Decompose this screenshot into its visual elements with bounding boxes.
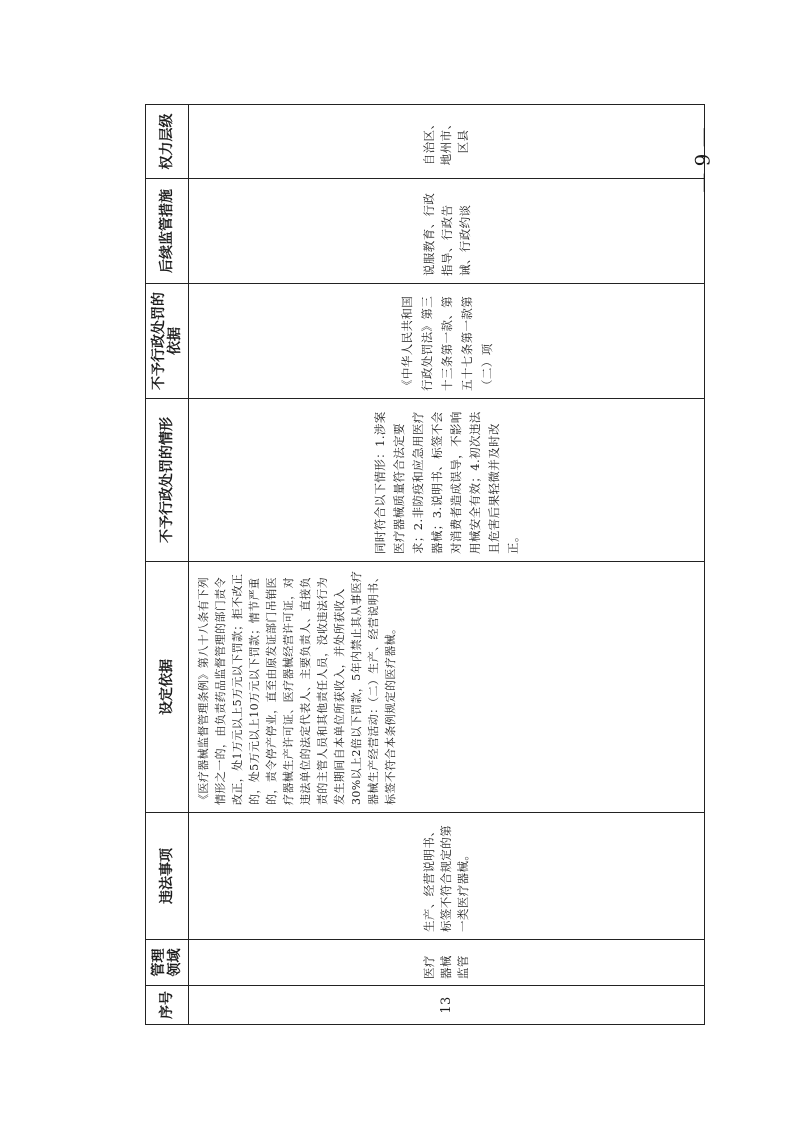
enforcement-table (145, 104, 705, 1025)
header-follow-up: 后续监管措施 (146, 179, 189, 284)
header-no-penalty-basis: 不予行政处罚的依据 (146, 284, 189, 399)
cell-basis: 《医疗器械监督管理条例》第八十八条有下列情形之一的，由负责药品监督管理的部门责令改正，处1万元以上5万元以下罚款；拒不改正的，处5万元以上10万元以下罚款；情节严重的，责令停产停业，直至由原发证部门吊销医疗器械生产许可证、医疗器械经营许可证，对违法单位的法定代表人、主要负责人、直接负责的主管人员和其他责任人员，没收违法行为发生期间自本单位所获收入，并处所获收入30%以上2倍以下罚款，5年内禁止其从事医疗器械生产经营活动：（二）生产、经营说明书、标签不符合本条例规定的医疗器械。 (189, 562, 705, 813)
header-seq: 序号 (146, 986, 189, 1025)
cell-no-penalty-basis: 《中华人民共和国行政处罚法》第三十三条第一款、第五十七条第一款第（二）项 (189, 284, 705, 399)
cell-domain: 医疗器械监管 (189, 940, 705, 986)
header-row (146, 105, 189, 1025)
page-number: — 9 — (690, 127, 715, 193)
header-violation: 违法事项 (146, 813, 189, 940)
cell-authority-level: 自治区、地州市、区县 (189, 105, 705, 179)
header-basis: 设定依据 (146, 562, 189, 813)
rotated-table-page (145, 105, 705, 1025)
cell-seq: 13 (189, 986, 705, 1025)
cell-follow-up: 说服教育、行政指导、行政告诫、行政约谈 (189, 179, 705, 284)
cell-no-penalty-case: 同时符合以下情形：1.涉案医疗器械质量符合法定要求；2.非防疫和应急用医疗器械；3.说明书、标签不会对消费者造成误导，不影响用械安全有效；4.初次违法且危害后果轻微并及时改正。 (189, 399, 705, 562)
table-row (189, 105, 705, 1025)
header-no-penalty-case: 不予行政处罚的情形 (146, 399, 189, 562)
cell-violation: 生产、经营说明书、标签不符合规定的第一类医疗器械。 (189, 813, 705, 940)
header-domain: 管理领域 (146, 940, 189, 986)
header-authority-level: 权力层级 (146, 105, 189, 179)
